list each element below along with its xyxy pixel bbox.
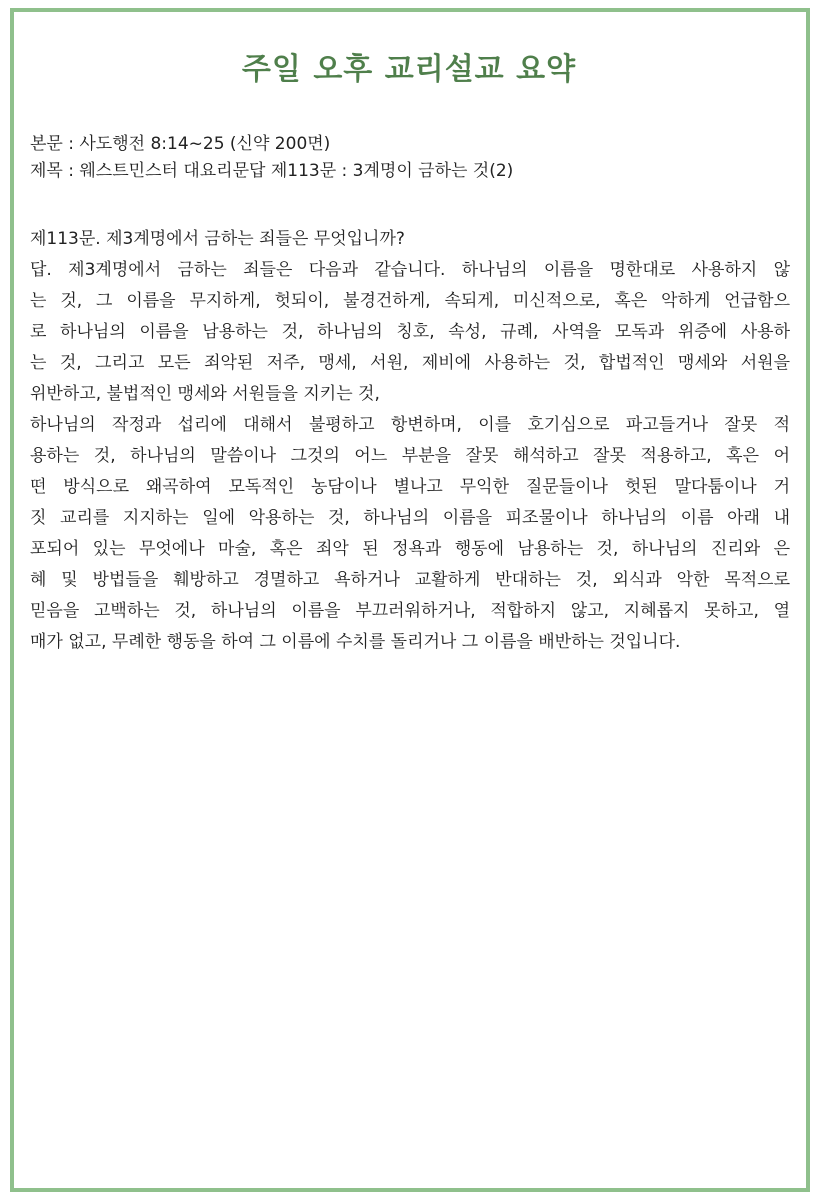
answer-line: 매가 없고, 무례한 행동을 하여 그 이름에 수치를 돌리거나 그 이름을 배반하는 것입니다. [30, 632, 681, 652]
catechism-body [30, 224, 790, 658]
answer-line: 믿음을 고백하는 것, 하나님의 이름을 부끄러워하거나, 적합하지 않고, 지혜롭지 못하고, 열 [30, 601, 790, 621]
answer-line: 짓 교리를 지지하는 일에 악용하는 것, 하나님의 이름을 피조물이나 하나님의 이름 아래 내 [30, 508, 790, 528]
sermon-subject: 제목 : 웨스트민스터 대요리문답 제113문 : 3계명이 금하는 것(2) [30, 161, 514, 181]
page-title: 주일 오후 교리설교 요약 [241, 52, 577, 87]
answer-line: 혜 및 방법들을 훼방하고 경멸하고 욕하거나 교활하게 반대하는 것, 외식과 악한 목적으로 [30, 570, 790, 590]
answer-line: 는 것, 그리고 모든 죄악된 저주, 맹세, 서원, 제비에 사용하는 것, 합법적인 맹세와 서원을 [30, 353, 790, 373]
answer-line: 하나님의 작정과 섭리에 대해서 불평하고 항변하며, 이를 호기심으로 파고들거나 잘못 적 [30, 415, 790, 435]
answer-line: 는 것, 그 이름을 무지하게, 헛되이, 불경건하게, 속되게, 미신적으로, 혹은 악하게 언급함으 [30, 291, 790, 311]
answer-line: 용하는 것, 하나님의 말씀이나 그것의 어느 부분을 잘못 해석하고 잘못 적용하고, 혹은 어 [30, 446, 790, 466]
sermon-meta [30, 131, 790, 185]
answer-line: 답. 제3계명에서 금하는 죄들은 다음과 같습니다. 하나님의 이름을 명한대로 사용하지 않 [30, 260, 790, 280]
answer-line: 위반하고, 불법적인 맹세와 서원들을 지키는 것, [30, 384, 380, 404]
answer-line: 포되어 있는 무엇에나 마술, 혹은 죄악 된 정욕과 행동에 남용하는 것, 하나님의 진리와 은 [30, 539, 790, 559]
scripture-reference: 본문 : 사도행전 8:14~25 (신약 200면) [30, 134, 331, 154]
question-line: 제113문. 제3계명에서 금하는 죄들은 무엇입니까? [30, 229, 405, 249]
answer-line: 로 하나님의 이름을 남용하는 것, 하나님의 칭호, 속성, 규례, 사역을 모독과 위증에 사용하 [30, 322, 790, 342]
answer-line: 떤 방식으로 왜곡하여 모독적인 농담이나 별나고 무익한 질문들이나 헛된 말다툼이나 거 [30, 477, 790, 497]
